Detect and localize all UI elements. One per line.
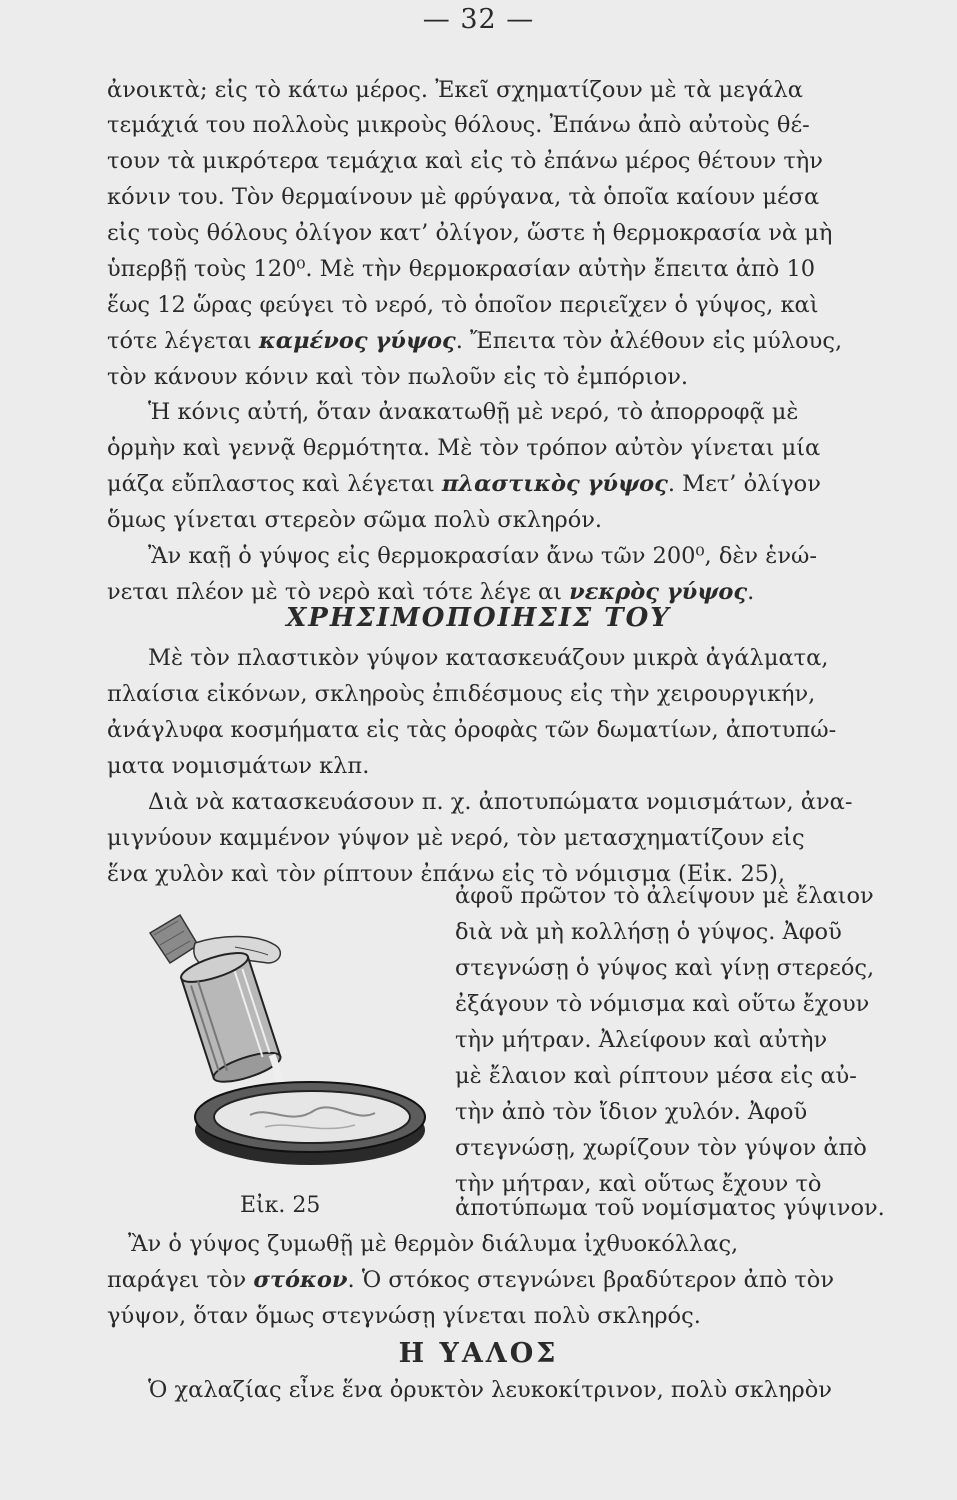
text-line: Διὰ νὰ κατασκευάσουν π. χ. ἀποτυπώματα νομισμάτων, ἀνα- [148,789,853,815]
text-fragment: μάζα εὔπλαστος καὶ λέγεται [107,471,442,497]
term-dead-gypsum: νεκρὸς γύψος [569,579,748,605]
text-line [107,1262,834,1298]
text-line: Ὁ χαλαζίας εἶνε ἕνα ὀρυκτὸν λευκοκίτρινον, πολὺ σκληρὸν [148,1377,832,1403]
text-line: ἀποτύπωμα τοῦ νομίσματος γύψινον. [455,1195,885,1221]
figure-25-illustration [140,905,430,1175]
text-line: μιγνύουν καμμένον γύψον μὲ νερό, τὸν μετασχηματίζουν εἰς [107,825,805,851]
text-line: ἀφοῦ πρῶτον τὸ ἀλείψουν μὲ ἔλαιον [455,883,874,909]
text-line: διὰ νὰ μὴ κολλήσῃ ὁ γύψος. Ἀφοῦ [455,919,842,945]
text-line: ὅμως γίνεται στερεὸν σῶμα πολὺ σκληρόν. [107,507,603,533]
text-fragment: νεται πλέον μὲ τὸ νερὸ καὶ τότε λέγε αι [107,579,570,605]
text-line: Ἂν ὁ γύψος ζυμωθῇ μὲ θερμὸν διάλυμα ἰχθυοκόλλας, [128,1231,739,1257]
text-line: Ἡ κόνις αὐτή, ὅταν ἀνακατωθῇ μὲ νερό, τὸ ἀπορροφᾷ μὲ [148,399,799,425]
text-fragment: τότε λέγεται [107,328,259,354]
text-line: ἀνοικτὰ; εἰς τὸ κάτω μέρος. Ἐκεῖ σχηματίζουν μὲ τὰ μεγάλα [107,77,803,103]
text-line: ἕνα χυλὸν καὶ τὸν ρίπτουν ἐπάνω εἰς τὸ νόμισμα (Εἰκ. 25), [107,861,785,887]
text-line: ἀνάγλυφα κοσμήματα εἰς τὰς ὀροφὰς τῶν δωματίων, ἀποτυπώ- [107,717,837,743]
text-line: κόνιν του. Τὸν θερμαίνουν μὲ φρύγανα, τὰ ὁποῖα καίουν μέσα [107,184,820,210]
term-stucco: στόκον [253,1267,348,1293]
text-fragment: . Ὁ στόκος στεγνώνει βραδύτερον ἀπὸ τὸν [347,1267,834,1293]
text-line: ἐξάγουν τὸ νόμισμα καὶ οὕτω ἔχουν [455,991,870,1017]
text-line: γύψον, ὅταν ὅμως στεγνώσῃ γίνεται πολὺ σκληρός. [107,1303,701,1329]
text-line: τὴν μήτραν. Ἀλείφουν καὶ αὐτὴν [455,1027,828,1053]
text-line: ὑπερβῇ τοὺς 120⁰. Μὲ τὴν θερμοκρασίαν αὐτὴν ἔπειτα ἀπὸ 10 [107,256,816,282]
text-line: πλαίσια εἰκόνων, σκληροὺς ἐπιδέσμους εἰς τὴν χειρουργικήν, [107,681,816,707]
section-heading-use: ΧΡΗΣΙΜΟΠΟΙΗΣΙΣ ΤΟΥ [286,603,671,633]
text-line [107,323,842,359]
text-line: τὴν μήτραν, καὶ οὕτως ἔχουν τὸ [455,1171,822,1197]
text-fragment: . [747,579,755,605]
text-line: τεμάχιά του πολλοὺς μικροὺς θόλους. Ἐπάνω ἀπὸ αὐτοὺς θέ- [107,112,810,138]
text-line: ματα νομισμάτων κλπ. [107,753,370,779]
text-fragment: . Ἔπειτα τὸν ἀλέθουν εἰς μύλους, [455,328,843,354]
text-line: μὲ ἔλαιον καὶ ρίπτουν μέσα εἰς αὐ- [455,1063,857,1089]
text-line: στεγνώσῃ, χωρίζουν τὸν γύψον ἀπὸ [455,1135,867,1161]
text-line: ὁρμὴν καὶ γεννᾷ θερμότητα. Μὲ τὸν τρόπον αὐτὸν γίνεται μία [107,435,821,461]
term-burnt-gypsum: καμένος γύψος [258,328,456,354]
text-fragment: . Μετ’ ὀλίγον [667,471,821,497]
text-line: εἰς τοὺς θόλους ὀλίγον κατ’ ὀλίγον, ὥστε ἡ θερμοκρασία νὰ μὴ [107,220,833,246]
section-heading-glass: Η ΥΑΛΟΣ [398,1338,559,1369]
text-line: ἕως 12 ὥρας φεύγει τὸ νερό, τὸ ὁποῖον περιεῖχεν ὁ γύψος, καὶ [107,292,819,318]
figure-caption: Εἰκ. 25 [240,1193,321,1218]
text-line: Ἂν καῇ ὁ γύψος εἰς θερμοκρασίαν ἄνω τῶν 200⁰, δὲν ἑνώ- [148,543,817,569]
text-line: στεγνώσῃ ὁ γύψος καὶ γίνῃ στερεός, [455,955,875,981]
text-line: Μὲ τὸν πλαστικὸν γύψον κατασκευάζουν μικρὰ ἀγάλματα, [148,645,829,671]
page-number: — 32 — [422,4,535,35]
text-line: τὸν κάνουν κόνιν καὶ τὸν πωλοῦν εἰς τὸ ἐμπόριον. [107,364,689,390]
text-line [107,466,821,502]
text-line: τουν τὰ μικρότερα τεμάχια καὶ εἰς τὸ ἐπάνω μέρος θέτουν τὴν [107,148,823,174]
text-line: τὴν ἀπὸ τὸν ἴδιον χυλόν. Ἀφοῦ [455,1099,808,1125]
term-plastic-gypsum: πλαστικὸς γύψος [441,471,668,497]
text-fragment: παράγει τὸν [107,1267,254,1293]
